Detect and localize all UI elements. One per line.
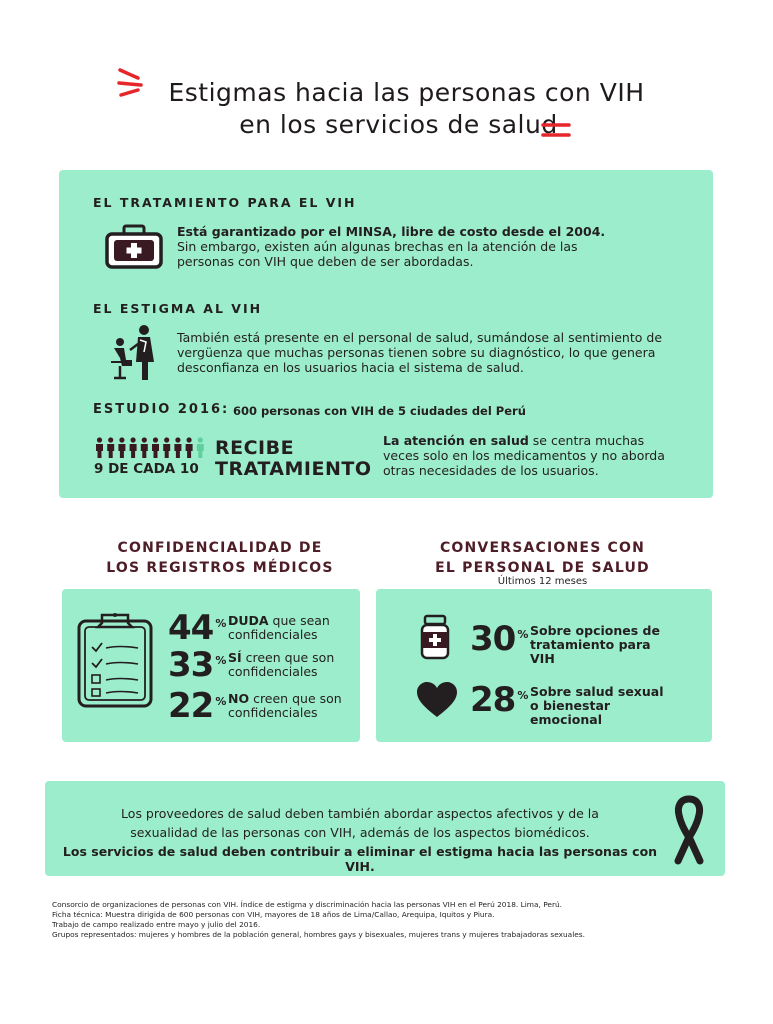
study-note-text: se centra muchas veces solo en los medicamentos y no aborda otras necesidades de los usuarios. bbox=[383, 433, 665, 478]
treatment-text: Sin embargo, existen aún algunas brechas en la atención de las personas con VIH que deben de ser abordadas. bbox=[177, 239, 578, 269]
person-icon bbox=[197, 437, 204, 458]
person-icon bbox=[174, 437, 181, 458]
footnote-3: Trabajo de campo realizado entre mayo y julio del 2016. bbox=[52, 920, 261, 929]
study-note-bold: La atención en salud bbox=[383, 433, 529, 448]
bottom-line2: sexualidad de las personas con VIH, además de los aspectos biomédicos. bbox=[130, 825, 590, 840]
conversations-subheading: Últimos 12 meses bbox=[497, 576, 588, 587]
medical-kit-icon bbox=[104, 224, 164, 270]
conf-item-1-value: 44 % bbox=[168, 608, 227, 648]
receive-line1: RECIBE bbox=[215, 437, 295, 459]
conv-item-2-value: 28 % bbox=[470, 680, 529, 720]
study-note bbox=[383, 433, 683, 478]
stigma-heading: EL ESTIGMA AL VIH bbox=[93, 301, 263, 316]
footnote-2: Ficha técnica: Muestra dirigida de 600 personas con VIH, mayores de 18 años de Lima/Callao, Arequipa, Iquitos y Piura. bbox=[52, 910, 495, 919]
confidentiality-heading bbox=[80, 538, 360, 578]
doctor-patient-icon bbox=[108, 322, 164, 382]
conf-item-2-text: SÍ creen que son confidenciales bbox=[228, 650, 335, 679]
footnote-4: Grupos representados: mujeres y hombres de la población general, hombres gays y bisexuales, mujeres trans y mujeres trabajadoras sexuales. bbox=[52, 930, 585, 939]
confidentiality-heading-line2: LOS REGISTROS MÉDICOS bbox=[106, 560, 334, 576]
conv-item-1-text: Sobre opciones de tratamiento para VIH bbox=[530, 623, 660, 666]
page-title-line1: Estigmas hacia las personas con VIH bbox=[168, 78, 645, 107]
conf-item-3-value: 22 % bbox=[168, 686, 227, 726]
bottom-line3: Los servicios de salud deben contribuir a eliminar el estigma hacia las personas con VIH. bbox=[62, 844, 658, 874]
bottom-line1: Los proveedores de salud deben también abordar aspectos afectivos y de la bbox=[121, 806, 599, 821]
people-ratio-row bbox=[94, 437, 209, 459]
person-icon bbox=[141, 437, 148, 458]
person-icon bbox=[186, 437, 193, 458]
medicine-bottle-icon bbox=[420, 614, 450, 660]
conf-item-2-value: 33 % bbox=[168, 645, 227, 685]
conv-item-2-text: Sobre salud sexual o bienestar emocional bbox=[530, 684, 664, 727]
conv-item-1-value: 30 % bbox=[470, 619, 529, 659]
conversations-heading bbox=[405, 538, 680, 578]
receive-line2: TRATAMIENTO bbox=[215, 458, 372, 480]
person-icon bbox=[96, 437, 103, 458]
ratio-label: 9 DE CADA 10 bbox=[94, 461, 199, 477]
awareness-ribbon-icon bbox=[668, 795, 710, 865]
confidentiality-heading-line1: CONFIDENCIALIDAD DE bbox=[117, 540, 323, 556]
footnotes bbox=[52, 900, 585, 940]
person-icon bbox=[130, 437, 137, 458]
conf-item-3-text: NO creen que son confidenciales bbox=[228, 691, 342, 720]
person-icon bbox=[152, 437, 159, 458]
conf-item-1-text: DUDA que sean confidenciales bbox=[228, 613, 330, 642]
study-heading: ESTUDIO 2016: bbox=[93, 402, 230, 417]
conversations-heading-line2: EL PERSONAL DE SALUD bbox=[435, 560, 650, 576]
page-title-line2: en los servicios de salud bbox=[239, 110, 558, 139]
title-dashes-right-icon bbox=[540, 120, 574, 142]
person-icon bbox=[118, 437, 125, 458]
conversations-heading-line1: CONVERSACIONES CON bbox=[439, 540, 646, 556]
study-detail: 600 personas con VIH de 5 ciudades del Perú bbox=[233, 404, 526, 418]
heart-icon bbox=[416, 681, 458, 719]
treatment-heading: EL TRATAMIENTO PARA EL VIH bbox=[93, 195, 357, 210]
person-icon bbox=[107, 437, 114, 458]
treatment-bold-text: Está garantizado por el MINSA, libre de costo desde el 2004. bbox=[177, 224, 606, 239]
person-icon bbox=[163, 437, 170, 458]
footnote-1: Consorcio de organizaciones de personas con VIH. Índice de estigma y discriminación hacia las personas VIH en el Perú 2018. Lima, Perú. bbox=[52, 900, 563, 909]
stigma-text: También está presente en el personal de salud, sumándose al sentimiento de vergüenza que muchas personas tienen sobre su diagnóstico, lo que genera desconfianza en los usuarios hacia el sistema de salud. bbox=[177, 330, 663, 375]
clipboard-icon bbox=[74, 611, 156, 709]
